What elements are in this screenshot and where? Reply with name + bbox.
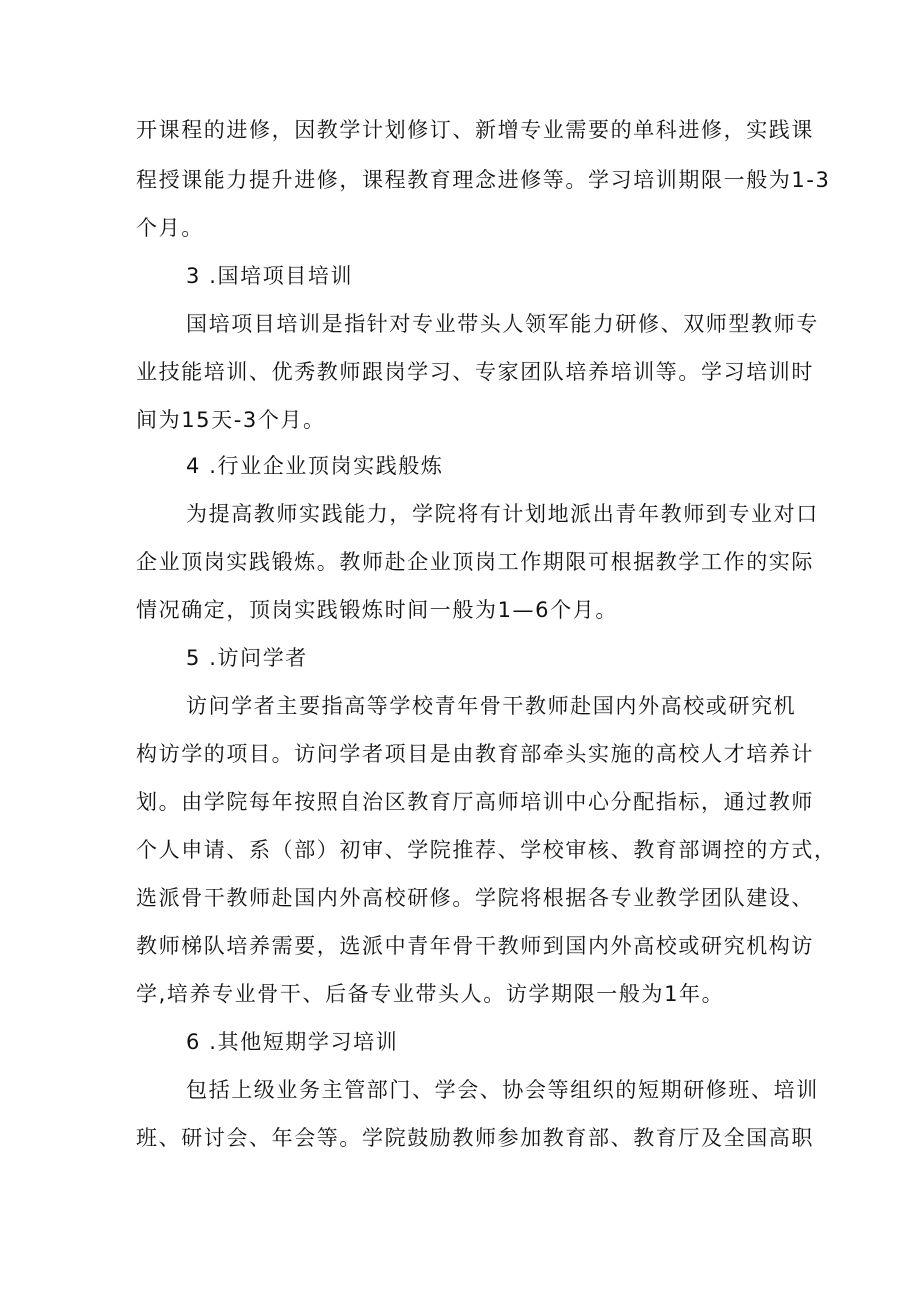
paragraph-line: 教师梯队培养需要，选派中青年骨干教师到国内外高校或研究机构访 xyxy=(136,934,814,958)
paragraph-line: 包括上级业务主管部门、学会、协会等组织的短期研修班、培训 xyxy=(186,1078,819,1102)
paragraph-line: 班、研讨会、年会等。学院鼓励教师参加教育部、教育厅及全国高职 xyxy=(136,1126,814,1150)
paragraph-line: 情况确定，顶岗实践锻炼时间一般为1—6个月。 xyxy=(136,598,618,622)
paragraph-line: 个月。 xyxy=(136,216,204,240)
section-heading: 5 .访问学者 xyxy=(186,646,308,670)
paragraph-line: 为提高教师实践能力，学院将有计划地派出青年教师到专业对口 xyxy=(186,502,819,526)
section-heading: 3 .国培项目培训 xyxy=(186,264,354,288)
section-heading: 4 .行业企业顶岗实践般炼 xyxy=(186,454,444,478)
paragraph-line: 国培项目培训是指针对专业带头人领军能力研修、双师型教师专 xyxy=(186,312,819,336)
paragraph-line: 构访学的项目。访问学者项目是由教育部牵头实施的高校人才培养计 xyxy=(136,742,814,766)
paragraph-line: 企业顶岗实践锻炼。教师赴企业顶岗工作期限可根据教学工作的实际 xyxy=(136,550,814,574)
paragraph-line: 选派骨干教师赴国内外高校研修。学院将根据各专业教学团队建设、 xyxy=(136,886,814,910)
paragraph-line: 程授课能力提升进修，课程教育理念进修等。学习培训期限一般为1-3 xyxy=(136,168,831,192)
paragraph-line: 间为15天-3个月。 xyxy=(136,408,326,432)
section-heading: 6 .其他短期学习培训 xyxy=(186,1030,399,1054)
paragraph-line: 业技能培训、优秀教师跟岗学习、专家团队培养培训等。学习培训时 xyxy=(136,360,814,384)
paragraph-line: 访问学者主要指高等学校青年骨干教师赴国内外高校或研究机 xyxy=(186,694,797,718)
paragraph-line: 划。由学院每年按照自治区教育厅高师培训中心分配指标，通过教师 xyxy=(136,790,814,814)
paragraph-line: 开课程的进修，因教学计划修订、新增专业需要的单科进修，实践课 xyxy=(136,118,814,142)
paragraph-line: 个人申请、系（部）初审、学院推荐、学校审核、教育部调控的方式， xyxy=(136,838,837,862)
paragraph-line: 学,培养专业骨干、后备专业带头人。访学期限一般为1年。 xyxy=(136,982,725,1006)
